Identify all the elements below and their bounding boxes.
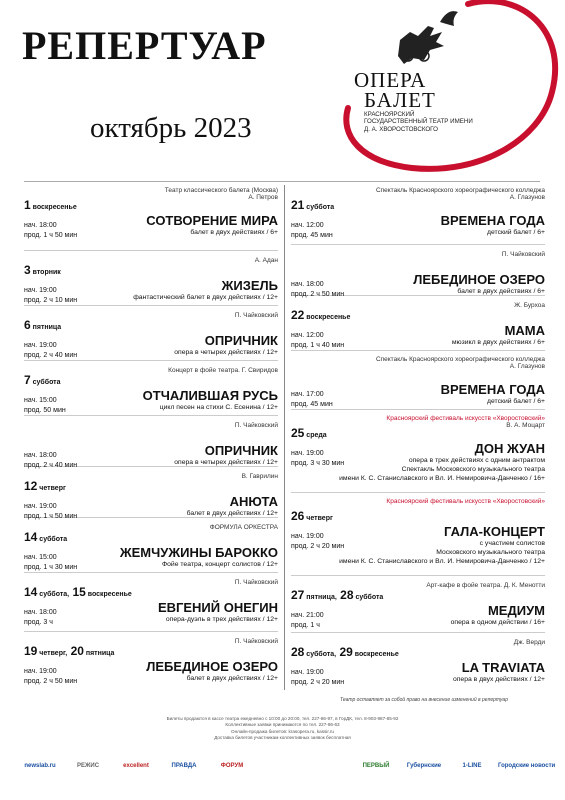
date-number: 14: [24, 530, 38, 544]
duration: прод. 2 ч 40 мин: [24, 462, 78, 469]
duration: прод. 1 ч 50 мин: [24, 513, 78, 520]
composer-label: П. Чайковский: [234, 312, 278, 319]
weekday: суббота,: [304, 651, 337, 658]
schedule-entry: [24, 416, 278, 469]
composer-label: Арт-кафе в фойе театра. Д. К. Менотти: [426, 582, 545, 589]
composer-label: А. Глазунов: [509, 363, 545, 370]
performance-title: ДОН ЖУАН: [474, 441, 545, 456]
date-number: 3: [24, 263, 31, 277]
ticket-line: Билеты продаются в кассе театра ежедневно с 10:00 до 20:00, тел. 227-86-97, в ГорДК, тел. 8-903-987-85-92: [166, 716, 399, 721]
performance-title: ОПРИЧНИК: [204, 443, 278, 458]
date-label: [24, 530, 67, 544]
duration: прод. 45 мин: [291, 232, 333, 239]
start-time: нач. 12:00: [291, 222, 324, 229]
partner-logo: excellent: [123, 763, 149, 769]
weekday: воскресенье: [352, 651, 399, 658]
start-time: нач. 19:00: [291, 533, 324, 540]
partner-logo: newslab.ru: [24, 763, 56, 769]
duration: прод. 2 ч 50 мин: [291, 291, 345, 298]
date-number: 7: [24, 373, 31, 387]
date-number: 15: [69, 585, 86, 599]
performance-title: ЕВГЕНИЙ ОНЕГИН: [157, 600, 278, 615]
date-number: 20: [67, 644, 84, 658]
composer-label: А. Глазунов: [509, 194, 545, 201]
footnote: Театр оставляет за собой право на внесение изменений в репертуар: [340, 697, 508, 703]
schedule-entry: [24, 182, 278, 250]
weekday: пятница: [30, 324, 62, 331]
partner-logo: [258, 760, 302, 772]
composer-label: Ж. Бурхоа: [514, 302, 545, 309]
duration: прод. 3 ч: [24, 619, 53, 626]
date-label: [291, 645, 399, 659]
partner-logo: Губернские: [406, 763, 442, 769]
performance-description: балет в двух действиях / 12+: [186, 510, 278, 517]
partner-logo: [306, 760, 350, 772]
composer-label: П. Чайковский: [234, 579, 278, 586]
schedule-entry: [24, 632, 278, 690]
weekday: вторник: [30, 269, 61, 276]
performance-description: опера в двух действиях / 12+: [452, 676, 545, 683]
performance-title: ОПРИЧНИК: [204, 333, 278, 348]
date-number: 21: [291, 198, 305, 212]
performance-title: ЛЕБЕДИНОЕ ОЗЕРО: [146, 659, 278, 674]
composer-label: В. Гаврилин: [241, 473, 278, 480]
start-time: нач. 12:00: [291, 332, 324, 339]
date-number: 22: [291, 308, 305, 322]
weekday: четверг,: [37, 650, 68, 657]
performance-description: балет в двух действиях / 6+: [190, 229, 278, 236]
duration: прод. 45 мин: [291, 401, 333, 408]
duration: прод. 2 ч 10 мин: [24, 297, 78, 304]
composer-label: П. Чайковский: [501, 251, 545, 258]
performance-description: детский балет / 6+: [487, 229, 545, 236]
composer-label: ФОРМУЛА ОРКЕСТРА: [209, 524, 278, 531]
schedule-entry: [291, 351, 545, 409]
date-label: [291, 308, 350, 322]
date-label: [24, 479, 66, 493]
schedule-entry: [24, 573, 278, 631]
partner-logo: ФОРУМ: [220, 763, 244, 769]
performance-title: ОТЧАЛИВШАЯ РУСЬ: [142, 388, 278, 403]
schedule-entry: [291, 633, 545, 689]
duration: прод. 1 ч 30 мин: [24, 564, 78, 571]
performance-description: опера в трех действиях с одним антрактом: [408, 457, 545, 464]
start-time: нач. 18:00: [24, 222, 57, 229]
performance-title: ЖЕМЧУЖИНЫ БАРОККО: [119, 545, 278, 560]
performance-description: фантастический балет в двух действиях / 12+: [133, 294, 278, 301]
performance-title: МЕДИУМ: [487, 603, 545, 618]
weekday: суббота: [37, 536, 68, 543]
date-number: 1: [24, 198, 31, 212]
date-number: 25: [291, 426, 305, 440]
date-number: 26: [291, 509, 305, 523]
start-time: нач. 19:00: [291, 669, 324, 676]
start-time: нач. 19:00: [24, 668, 57, 675]
venue-label: Красноярский фестиваль искусств «Хворостовский»: [386, 415, 545, 422]
weekday: четверг: [304, 515, 333, 522]
composer-label: А. Адан: [254, 257, 278, 264]
ticket-line: Коллективные заявки принимаются по тел. 227-86-63: [225, 722, 340, 728]
partner-logo: 1-LINE: [462, 763, 482, 769]
performance-description: детский балет / 6+: [487, 398, 545, 405]
weekday: суббота: [304, 204, 335, 211]
performance-description: с участием солистов: [479, 540, 545, 547]
performance-description: опера в четырех действиях / 12+: [174, 459, 278, 466]
duration: прод. 1 ч: [291, 622, 320, 629]
start-time: нач. 19:00: [24, 287, 57, 294]
weekday: воскресенье: [85, 591, 132, 598]
composer-label: П. Чайковский: [234, 638, 278, 645]
start-time: нач. 19:00: [24, 342, 57, 349]
performance-title: ГАЛА-КОНЦЕРТ: [444, 524, 545, 539]
performance-description: цикл песен на стихи С. Есенина / 12+: [159, 404, 278, 411]
performance-title: ЖИЗЕЛЬ: [221, 278, 278, 293]
partner-logo: РЕЖИС: [76, 763, 100, 769]
date-number: 28: [291, 645, 305, 659]
ticket-line: Доставка билетов участникам коллективных заявок бесплатная: [214, 735, 351, 741]
schedule-entry: [24, 251, 278, 305]
performance-description: опера-дуэль в трех действиях / 12+: [165, 616, 278, 623]
performance-title: ЛЕБЕДИНОЕ ОЗЕРО: [413, 272, 545, 287]
partner-logo: ПРАВДА: [171, 763, 197, 769]
schedule-entry: [291, 245, 545, 298]
start-time: нач. 21:00: [291, 612, 324, 619]
weekday: воскресенье: [30, 204, 77, 211]
performance-description: Московского музыкального театра: [436, 549, 545, 556]
schedule-entry: [24, 518, 278, 572]
venue-label: Красноярский фестиваль искусств «Хворостовский»: [386, 498, 545, 505]
logo-balet-text: БАЛЕТ: [364, 88, 436, 112]
date-label: [24, 263, 61, 277]
schedule-entry: [291, 576, 545, 632]
right-schedule-column: [291, 182, 545, 689]
page-title: РЕПЕРТУАР: [22, 23, 267, 68]
date-label: [24, 644, 114, 658]
date-label: [291, 426, 327, 440]
performance-description: опера в одном действии / 16+: [450, 619, 545, 626]
date-label: [291, 198, 334, 212]
left-schedule-column: [24, 182, 278, 690]
start-time: нач. 18:00: [24, 452, 57, 459]
date-label: [24, 373, 61, 387]
composer-label: В. А. Моцарт: [506, 422, 545, 429]
date-number: 28: [336, 588, 354, 602]
schedule-entry: [24, 306, 278, 360]
composer-label: П. Чайковский: [234, 422, 278, 429]
ticket-info: [0, 716, 565, 742]
duration: прод. 3 ч 30 мин: [291, 460, 345, 467]
performance-description: Спектакль Московского музыкального театра: [401, 466, 545, 473]
date-number: 27: [291, 588, 305, 602]
weekday: пятница: [83, 650, 115, 657]
performance-description: Фойе театра, концерт солистов / 12+: [161, 561, 278, 568]
date-number: 12: [24, 479, 38, 493]
performance-title: ВРЕМЕНА ГОДА: [440, 213, 545, 228]
start-time: нач. 18:00: [24, 609, 57, 616]
performance-description: имени К. С. Станиславского и Вл. И. Немировича-Данченко / 12+: [339, 558, 545, 565]
date-label: [24, 585, 132, 599]
start-time: нач. 17:00: [291, 391, 324, 398]
date-label: [24, 318, 61, 332]
performance-title: АНЮТА: [229, 494, 278, 509]
weekday: воскресенье: [304, 314, 351, 321]
performance-title: МАМА: [504, 323, 545, 338]
duration: прод. 50 мин: [24, 407, 66, 414]
duration: прод. 2 ч 20 мин: [291, 543, 345, 550]
weekday: суббота,: [37, 591, 70, 598]
schedule-entry: [291, 410, 545, 492]
weekday: четверг: [37, 485, 66, 492]
duration: прод. 1 ч 50 мин: [24, 232, 78, 239]
venue-label: Спектакль Красноярского хореографического колледжа: [375, 187, 545, 194]
ticket-line: Онлайн-продажа билетов: krasopera.ru, kassir.ru: [231, 728, 334, 734]
composer-label: А. Петров: [248, 194, 278, 201]
performance-description: мюзикл в двух действиях / 6+: [451, 339, 545, 346]
duration: прод. 2 ч 50 мин: [24, 678, 78, 685]
start-time: нач. 15:00: [24, 554, 57, 561]
date-label: [24, 198, 77, 212]
duration: прод. 1 ч 40 мин: [291, 342, 345, 349]
schedule-entry: [291, 182, 545, 244]
schedule-entry: [24, 467, 278, 520]
weekday: пятница,: [304, 594, 337, 601]
date-number: 6: [24, 318, 31, 332]
weekday: среда: [304, 432, 327, 439]
date-label: [291, 588, 383, 602]
column-divider: [284, 185, 285, 690]
weekday: суббота: [30, 379, 61, 386]
date-number: 19: [24, 644, 38, 658]
date-number: 14: [24, 585, 38, 599]
schedule-entry: [24, 361, 278, 415]
duration: прод. 2 ч 20 мин: [291, 679, 345, 686]
start-time: нач. 19:00: [291, 450, 324, 457]
partner-logo: Городские новости: [498, 763, 556, 769]
logo-opera-text: ОПЕРА: [354, 68, 427, 92]
composer-label: Концерт в фойе театра. Г. Свиридов: [168, 367, 278, 374]
performance-title: СОТВОРЕНИЕ МИРА: [146, 213, 278, 228]
duration: прод. 2 ч 40 мин: [24, 352, 78, 359]
performance-description: опера в четырех действиях / 12+: [174, 349, 278, 356]
date-label: [291, 509, 333, 523]
weekday: суббота: [353, 594, 384, 601]
composer-label: Дж. Верди: [513, 639, 545, 646]
performance-description: балет в двух действиях / 6+: [457, 288, 545, 295]
performance-description: балет в двух действиях / 12+: [186, 675, 278, 682]
month-label: октябрь 2023: [90, 112, 252, 144]
performance-title: ВРЕМЕНА ГОДА: [440, 382, 545, 397]
schedule-entry: [291, 493, 545, 575]
date-number: 29: [336, 645, 353, 659]
performance-title: LA TRAVIATA: [461, 660, 545, 675]
partner-logos: [18, 760, 556, 776]
logo-subtitle: КРАСНОЯРСКИЙ ГОСУДАРСТВЕННЫЙ ТЕАТР ИМЕНИ Д. А. ХВОРОСТОВСКОГО: [364, 111, 473, 133]
partner-logo: ПЕРВЫЙ: [362, 763, 390, 769]
performance-description: имени К. С. Станиславского и Вл. И. Немировича-Данченко / 16+: [339, 475, 545, 482]
start-time: нач. 18:00: [291, 281, 324, 288]
schedule-entry: [291, 296, 545, 350]
start-time: нач. 15:00: [24, 397, 57, 404]
venue-label: Спектакль Красноярского хореографического колледжа: [375, 356, 545, 363]
venue-label: Театр классического балета (Москва): [164, 187, 278, 194]
start-time: нач. 19:00: [24, 503, 57, 510]
